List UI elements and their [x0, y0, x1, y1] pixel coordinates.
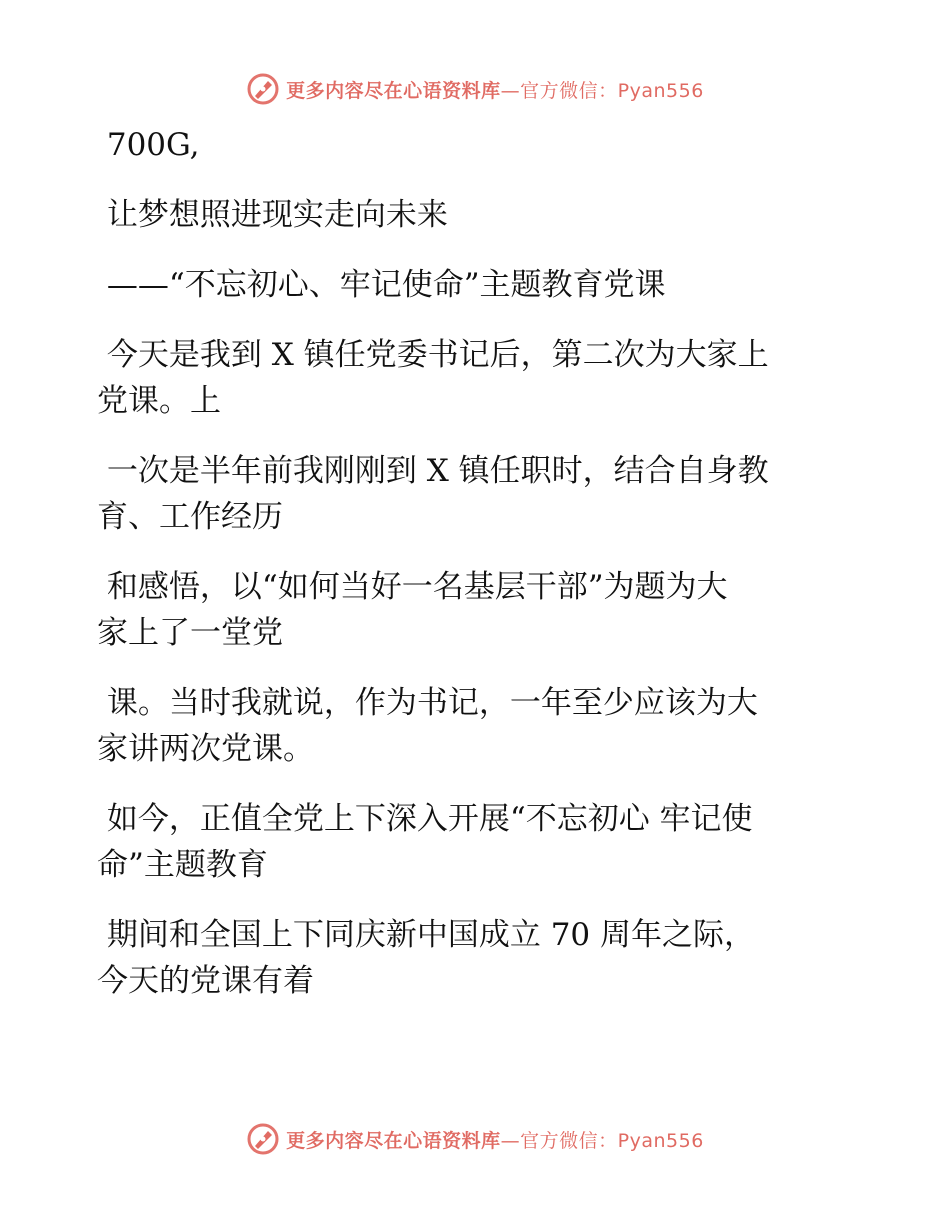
text-line: 今天的党课有着	[97, 963, 314, 999]
watermark-main-text: 更多内容尽在心语资料库	[286, 79, 501, 102]
document-subtitle: ——“不忘初心、牢记使命”主题教育党课	[97, 267, 666, 303]
document-body	[97, 122, 857, 1004]
watermark-main-text: 更多内容尽在心语资料库	[286, 1129, 501, 1152]
text-line: 命”主题教育	[97, 847, 268, 883]
watermark-footer	[0, 1122, 950, 1156]
watermark-wechat-text: —官方微信：Pyan556	[500, 79, 704, 102]
text-line: 700G,	[97, 127, 200, 163]
watermark-text	[286, 1126, 704, 1153]
text-line: 今天是我到 X 镇任党委书记后，第二次为大家上	[97, 337, 769, 373]
watermark-header	[0, 72, 950, 106]
text-line: 期间和全国上下同庆新中国成立 70 周年之际，	[97, 917, 756, 953]
watermark-wechat-text: —官方微信：Pyan556	[500, 1129, 704, 1152]
pen-nib-icon	[246, 1122, 280, 1156]
text-line: 党课。上	[97, 383, 221, 419]
text-line: 育、工作经历	[97, 499, 283, 535]
pen-nib-icon	[246, 72, 280, 106]
text-line: 家讲两次党课。	[97, 731, 314, 767]
text-line: 和感悟，以“如何当好一名基层干部”为题为大	[97, 569, 728, 605]
document-title: 让梦想照进现实走向未来	[97, 197, 448, 233]
text-line: 课。当时我就说，作为书记，一年至少应该为大	[97, 685, 758, 721]
text-line: 如今，正值全党上下深入开展“不忘初心 牢记使	[97, 801, 753, 837]
text-line: 一次是半年前我刚刚到 X 镇任职时，结合自身教	[97, 453, 769, 489]
text-line: 家上了一堂党	[97, 615, 283, 651]
watermark-text	[286, 76, 704, 103]
